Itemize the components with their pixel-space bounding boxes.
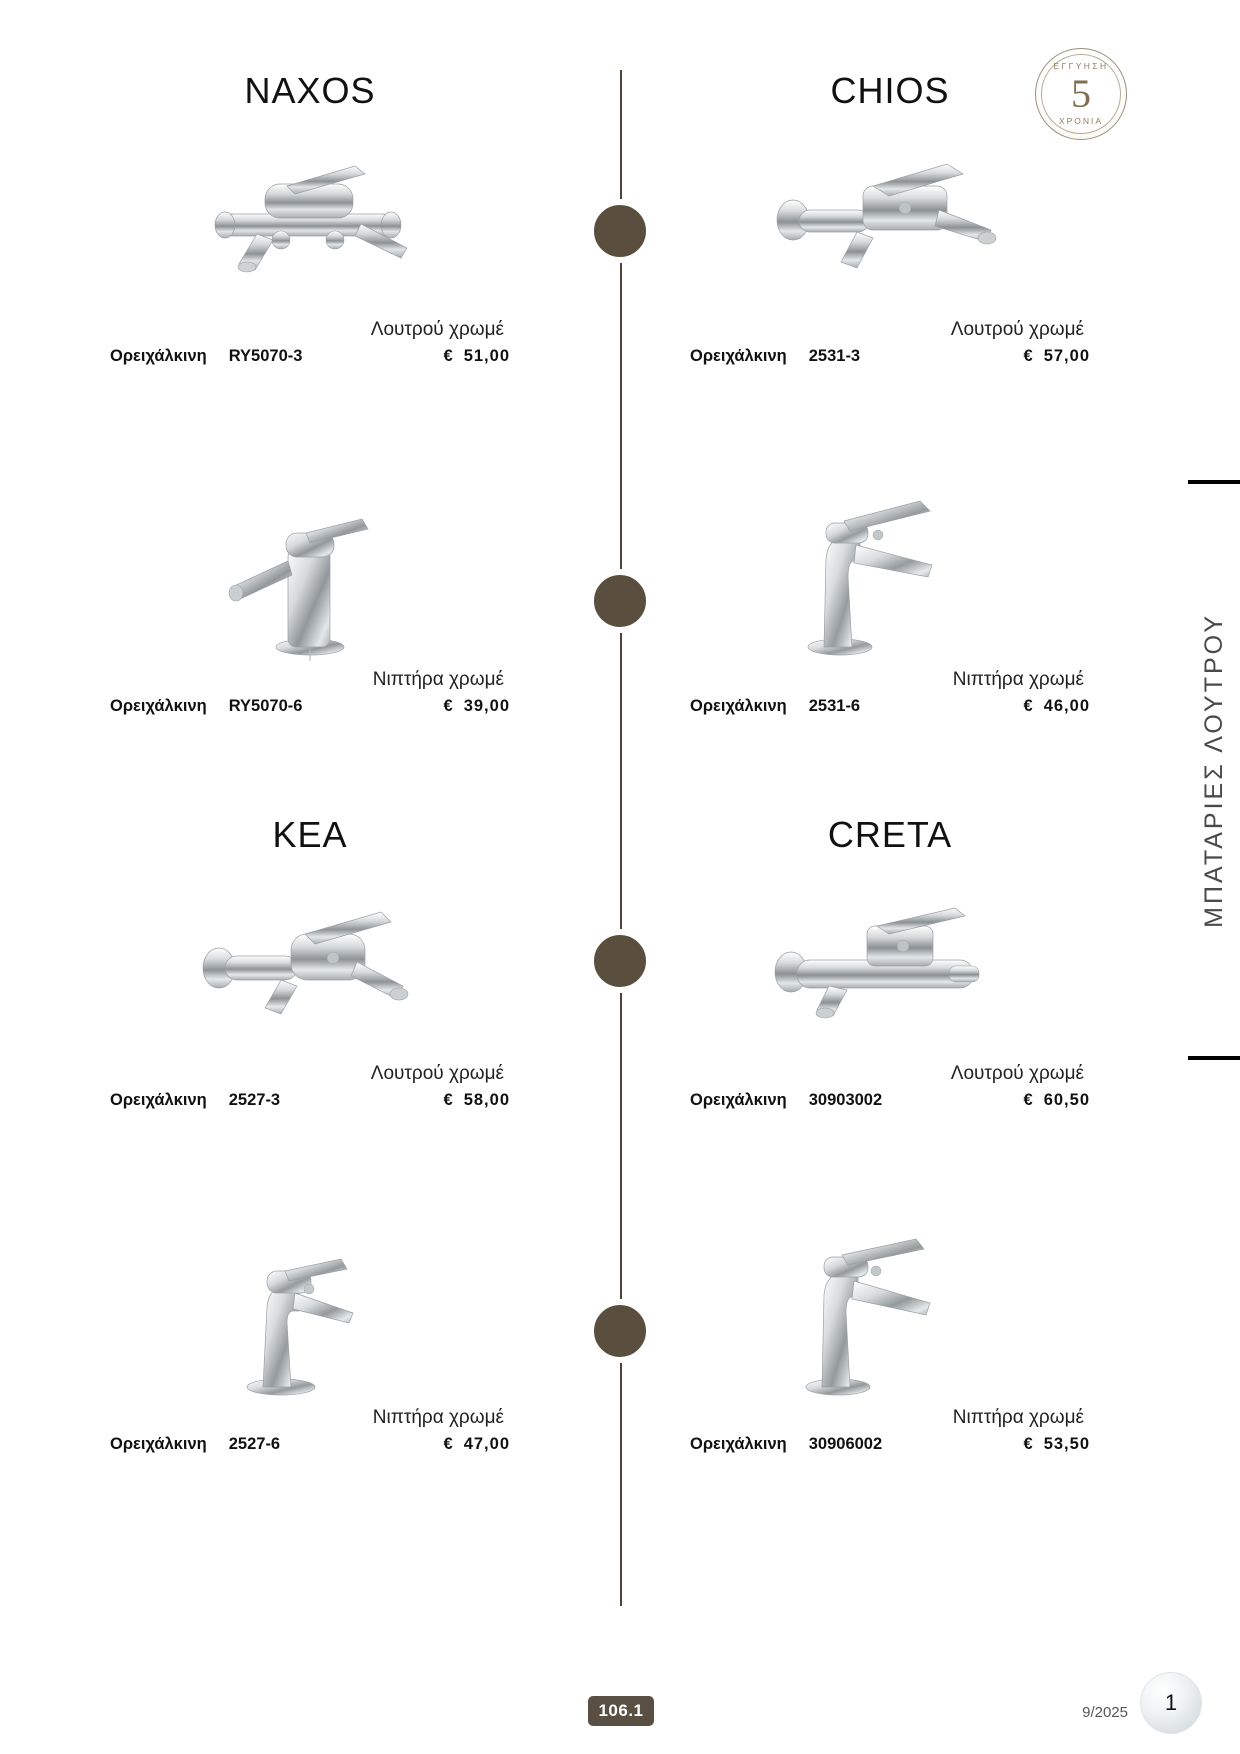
price-value: 39,00 (463, 697, 510, 715)
timeline-dot-1 (589, 200, 651, 262)
product-material: Ορειχάλκινη (110, 1435, 207, 1453)
product-spec-row (690, 1091, 1090, 1110)
product-material: Ορειχάλκινη (690, 347, 787, 365)
product-description: Νιπτήρα χρωμέ (952, 669, 1084, 690)
price-value: 58,00 (463, 1091, 510, 1109)
center-timeline (620, 70, 622, 1606)
currency-symbol: € (1023, 697, 1034, 715)
product-price (1024, 347, 1090, 366)
product-spec-row (690, 1435, 1090, 1454)
section-tab (1188, 480, 1240, 1060)
product-material: Ορειχάλκινη (690, 1435, 787, 1453)
product-material: Ορειχάλκινη (690, 697, 787, 715)
product-spec-row (110, 347, 510, 366)
currency-symbol: € (443, 1435, 454, 1453)
price-value: 53,50 (1043, 1435, 1090, 1453)
product-code: RY5070-6 (228, 697, 303, 715)
product-card[interactable] (110, 134, 510, 366)
product-description: Λουτρού χρωμέ (370, 319, 504, 340)
product-card[interactable] (690, 484, 1090, 716)
basin-mixer-icon (110, 1222, 510, 1407)
basin-mixer-icon (110, 484, 510, 669)
product-spec-row (110, 697, 510, 716)
product-card[interactable] (690, 878, 1090, 1110)
currency-symbol: € (1023, 347, 1034, 365)
catalog-date: 9/2025 (1082, 1704, 1128, 1721)
page-title: CHIOS (830, 70, 950, 111)
seal-bottom-text: ΧΡΟΝΙΑ (1058, 116, 1104, 126)
price-value: 57,00 (1043, 347, 1090, 365)
product-material: Ορειχάλκινη (690, 1091, 787, 1109)
product-code: 2527-6 (228, 1435, 281, 1453)
product-price (1024, 1091, 1090, 1110)
currency-symbol: € (1023, 1435, 1034, 1453)
page-number: 1 (1140, 1672, 1202, 1734)
page-title: KEA (272, 814, 348, 855)
basin-mixer-icon (690, 1222, 1090, 1407)
product-spec-row (110, 1435, 510, 1454)
product-code: 2531-6 (808, 697, 861, 715)
product-description: Λουτρού χρωμέ (950, 1063, 1084, 1084)
product-description: Λουτρού χρωμέ (370, 1063, 504, 1084)
status-badge: 106.1 (588, 1696, 654, 1726)
product-code: 2527-3 (228, 1091, 281, 1109)
product-card[interactable] (690, 1222, 1090, 1454)
product-price (1024, 697, 1090, 716)
product-description: Λουτρού χρωμέ (950, 319, 1084, 340)
product-price (444, 347, 510, 366)
page-title: CRETA (827, 814, 953, 855)
product-spec-row (110, 1091, 510, 1110)
currency-symbol: € (1023, 1091, 1034, 1109)
brand-block-naxos (110, 70, 510, 716)
product-material: Ορειχάλκινη (110, 347, 207, 365)
price-value: 46,00 (1043, 697, 1090, 715)
currency-symbol: € (443, 347, 454, 365)
brand-block-chios (690, 70, 1090, 716)
product-price (444, 1435, 510, 1454)
price-value: 60,50 (1043, 1091, 1090, 1109)
product-card[interactable] (110, 878, 510, 1110)
product-card[interactable] (110, 484, 510, 716)
product-code: 30903002 (808, 1091, 883, 1109)
product-description: Νιπτήρα χρωμέ (952, 1407, 1084, 1428)
left-column (110, 70, 510, 1454)
product-card[interactable] (110, 1222, 510, 1454)
product-card[interactable] (690, 134, 1090, 366)
product-price (444, 697, 510, 716)
basin-mixer-icon (690, 484, 1090, 669)
page-title: NAXOS (244, 70, 376, 111)
price-value: 47,00 (463, 1435, 510, 1453)
product-material: Ορειχάλκινη (110, 697, 207, 715)
product-spec-row (690, 347, 1090, 366)
price-value: 51,00 (463, 347, 510, 365)
product-description: Νιπτήρα χρωμέ (372, 1407, 504, 1428)
product-spec-row (690, 697, 1090, 716)
timeline-dot-2 (589, 570, 651, 632)
product-code: 2531-3 (808, 347, 861, 365)
currency-symbol: € (443, 1091, 454, 1109)
seal-top-text: ΕΓΓΥΗΣΗ (1053, 61, 1109, 71)
product-price (1024, 1435, 1090, 1454)
product-code: 30906002 (808, 1435, 883, 1453)
bath-mixer-icon (690, 134, 1090, 319)
brand-block-kea (110, 814, 510, 1454)
right-column (690, 70, 1090, 1454)
product-material: Ορειχάλκινη (110, 1091, 207, 1109)
section-tab-label: ΜΠΑΤΑΡΙΕΣ ΛΟΥΤΡΟΥ (1199, 612, 1228, 928)
product-price (444, 1091, 510, 1110)
timeline-dot-3 (589, 930, 651, 992)
product-code: RY5070-3 (228, 347, 303, 365)
bath-mixer-icon (110, 134, 510, 319)
bath-mixer-icon (110, 878, 510, 1063)
seal-number: 5 (1071, 71, 1091, 116)
bath-mixer-icon (690, 878, 1090, 1063)
product-description: Νιπτήρα χρωμέ (372, 669, 504, 690)
timeline-dot-4 (589, 1300, 651, 1362)
brand-block-creta (690, 814, 1090, 1454)
currency-symbol: € (443, 697, 454, 715)
